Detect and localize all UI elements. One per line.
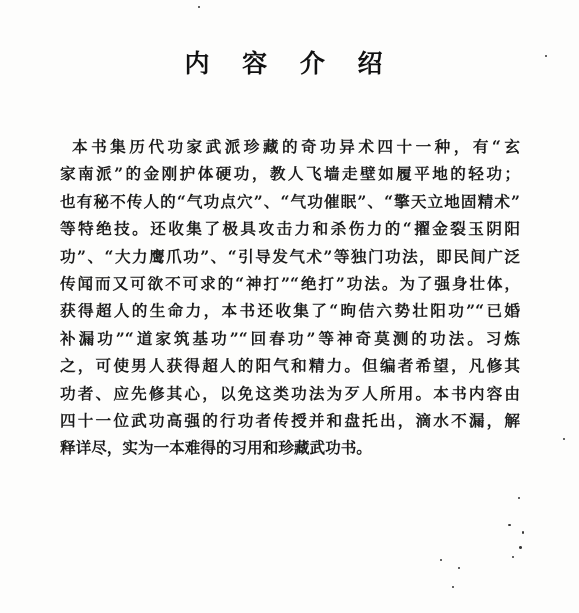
text-line: 功”、“大力鹰爪功”、“引导发气术”等独门功法，即民间广泛 — [60, 246, 520, 266]
text-line: 释详尽，实为一本难得的习用和珍藏武功书。 — [60, 438, 372, 458]
scan-speck — [563, 438, 565, 440]
scan-speck — [522, 531, 524, 534]
text-line: 等特绝技。还收集了极具攻击力和杀伤力的“擢金裂玉阴阳 — [60, 219, 520, 239]
scan-speck — [198, 6, 200, 8]
scan-speck — [512, 556, 514, 558]
scan-speck — [458, 567, 460, 569]
scan-speck — [452, 586, 454, 588]
text-line: 功者、应先修其心，以免这类功法为歹人所用。本书内容由 — [60, 383, 520, 403]
text-line: 本书集历代功家武派珍藏的奇功异术四十一种，有“玄 — [72, 137, 520, 156]
text-line: 之，可使男人获得超人的阳气和精力。但编者希望，凡修其 — [60, 356, 520, 376]
scan-speck — [518, 497, 520, 499]
scan-speck — [440, 559, 442, 561]
page-title: 内 容 介 绍 — [184, 49, 395, 78]
introduction-paragraph — [60, 133, 520, 462]
scan-speck — [545, 55, 547, 57]
text-line: 补漏功”“道家筑基功”“回春功”等神奇莫测的功法。习炼 — [60, 328, 520, 348]
scan-speck — [519, 546, 522, 549]
text-line: 传闻而又可欲不可求的“神打”“绝打”功法。为了强身壮体， — [60, 274, 520, 294]
text-line: 也有秘不传人的“气功点穴”、“气功催眠”、“擎天立地固精术” — [60, 191, 520, 211]
text-line: 家南派”的金刚护体硬功，教人飞墙走壁如履平地的轻功； — [60, 164, 520, 184]
scan-speck — [508, 524, 511, 526]
text-line: 四十一位武功高强的行功者传授并和盘托出，滴水不漏，解 — [60, 411, 520, 431]
text-line: 获得超人的生命力，本书还收集了“昫佶六势壮阳功”“已婚 — [60, 301, 520, 321]
